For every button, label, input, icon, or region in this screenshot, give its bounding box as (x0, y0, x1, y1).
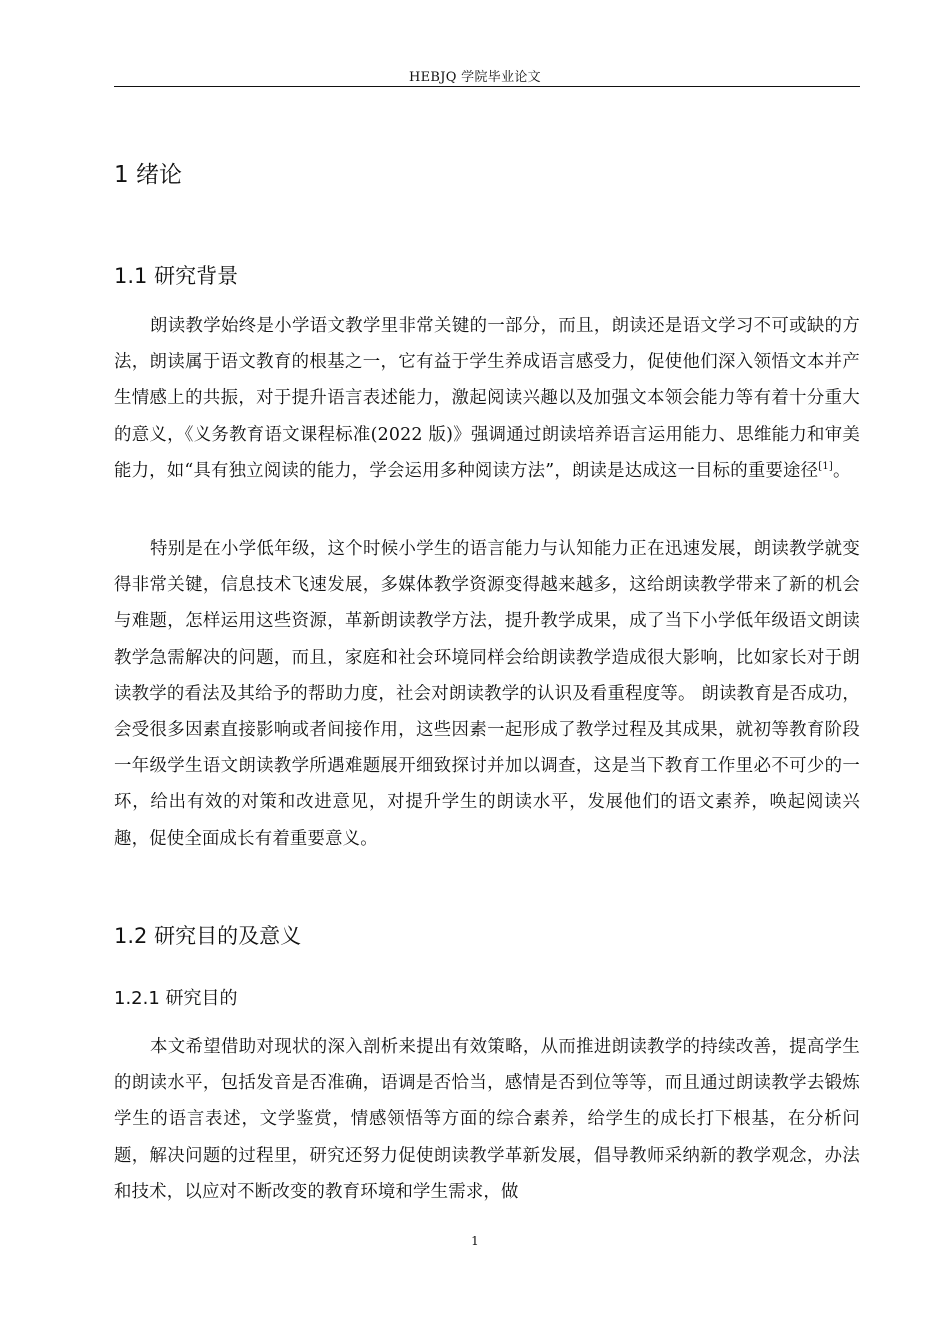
paragraph-end: 。 (833, 460, 851, 481)
citation-marker: [1] (818, 460, 833, 472)
subsection-1-2-1-paragraph-1: 本文希望借助对现状的深入剖析来提出有效策略，从而推进朗读教学的持续改善，提高学生的朗读水平，包括发音是否准确，语调是否恰当，感情是否到位等等，而且通过朗读教学去锻炼学生的语言表述，文学鉴赏，情感领悟等方面的综合素养，给学生的成长打下根基，在分析问题，解决问题的过程里，研究还努力促使朗读教学革新发展，倡导教师采纳新的教学观念，办法和技术，以应对不断改变的教育环境和学生需求，做 (114, 1037, 860, 1202)
section-1-1-paragraph-1 (114, 308, 860, 489)
chapter-title: 1 绪论 (114, 162, 182, 188)
running-header: HEBJQ 学院毕业论文 (409, 70, 541, 85)
section-title-1-2: 1.2 研究目的及意义 (114, 924, 302, 948)
section-title-1-1: 1.1 研究背景 (114, 264, 239, 288)
page-number: 1 (471, 1234, 479, 1248)
header-rule (114, 86, 860, 87)
paragraph-text: 朗读教学始终是小学语文教学里非常关键的一部分，而且，朗读还是语文学习不可或缺的方法，朗读属于语文教育的根基之一，它有益于学生养成语言感受力，促使他们深入领悟文本并产生情感上的共振，对于提升语言表述能力，激起阅读兴趣以及加强文本领会能力等有着十分重大的意义，《义务教育语文课程标准(2022 版)》强调通过朗读培养语言运用能力、思维能力和审美能力，如“具有独立阅读的能力，学会运用多种阅读方法”，朗读是达成这一目标的重要途径 (114, 316, 860, 481)
subsection-title-1-2-1: 1.2.1 研究目的 (114, 988, 238, 1009)
section-1-1-paragraph-2: 特别是在小学低年级，这个时候小学生的语言能力与认知能力正在迅速发展，朗读教学就变得非常关键，信息技术飞速发展，多媒体教学资源变得越来越多，这给朗读教学带来了新的机会与难题，怎样运用这些资源，革新朗读教学方法，提升教学成果，成了当下小学低年级语文朗读教学急需解决的问题，而且，家庭和社会环境同样会给朗读教学造成很大影响，比如家长对于朗读教学的看法及其给予的帮助力度，社会对朗读教学的认识及看重程度等。 朗读教育是否成功，会受很多因素直接影响或者间接作用，这些因素一起形成了教学过程及其成果，就初等教育阶段一年级学生语文朗读教学所遇难题展开细致探讨并加以调查，这是当下教育工作里必不可少的一环，给出有效的对策和改进意见，对提升学生的朗读水平，发展他们的语文素养，唤起阅读兴趣，促使全面成长有着重要意义。 (114, 539, 860, 849)
